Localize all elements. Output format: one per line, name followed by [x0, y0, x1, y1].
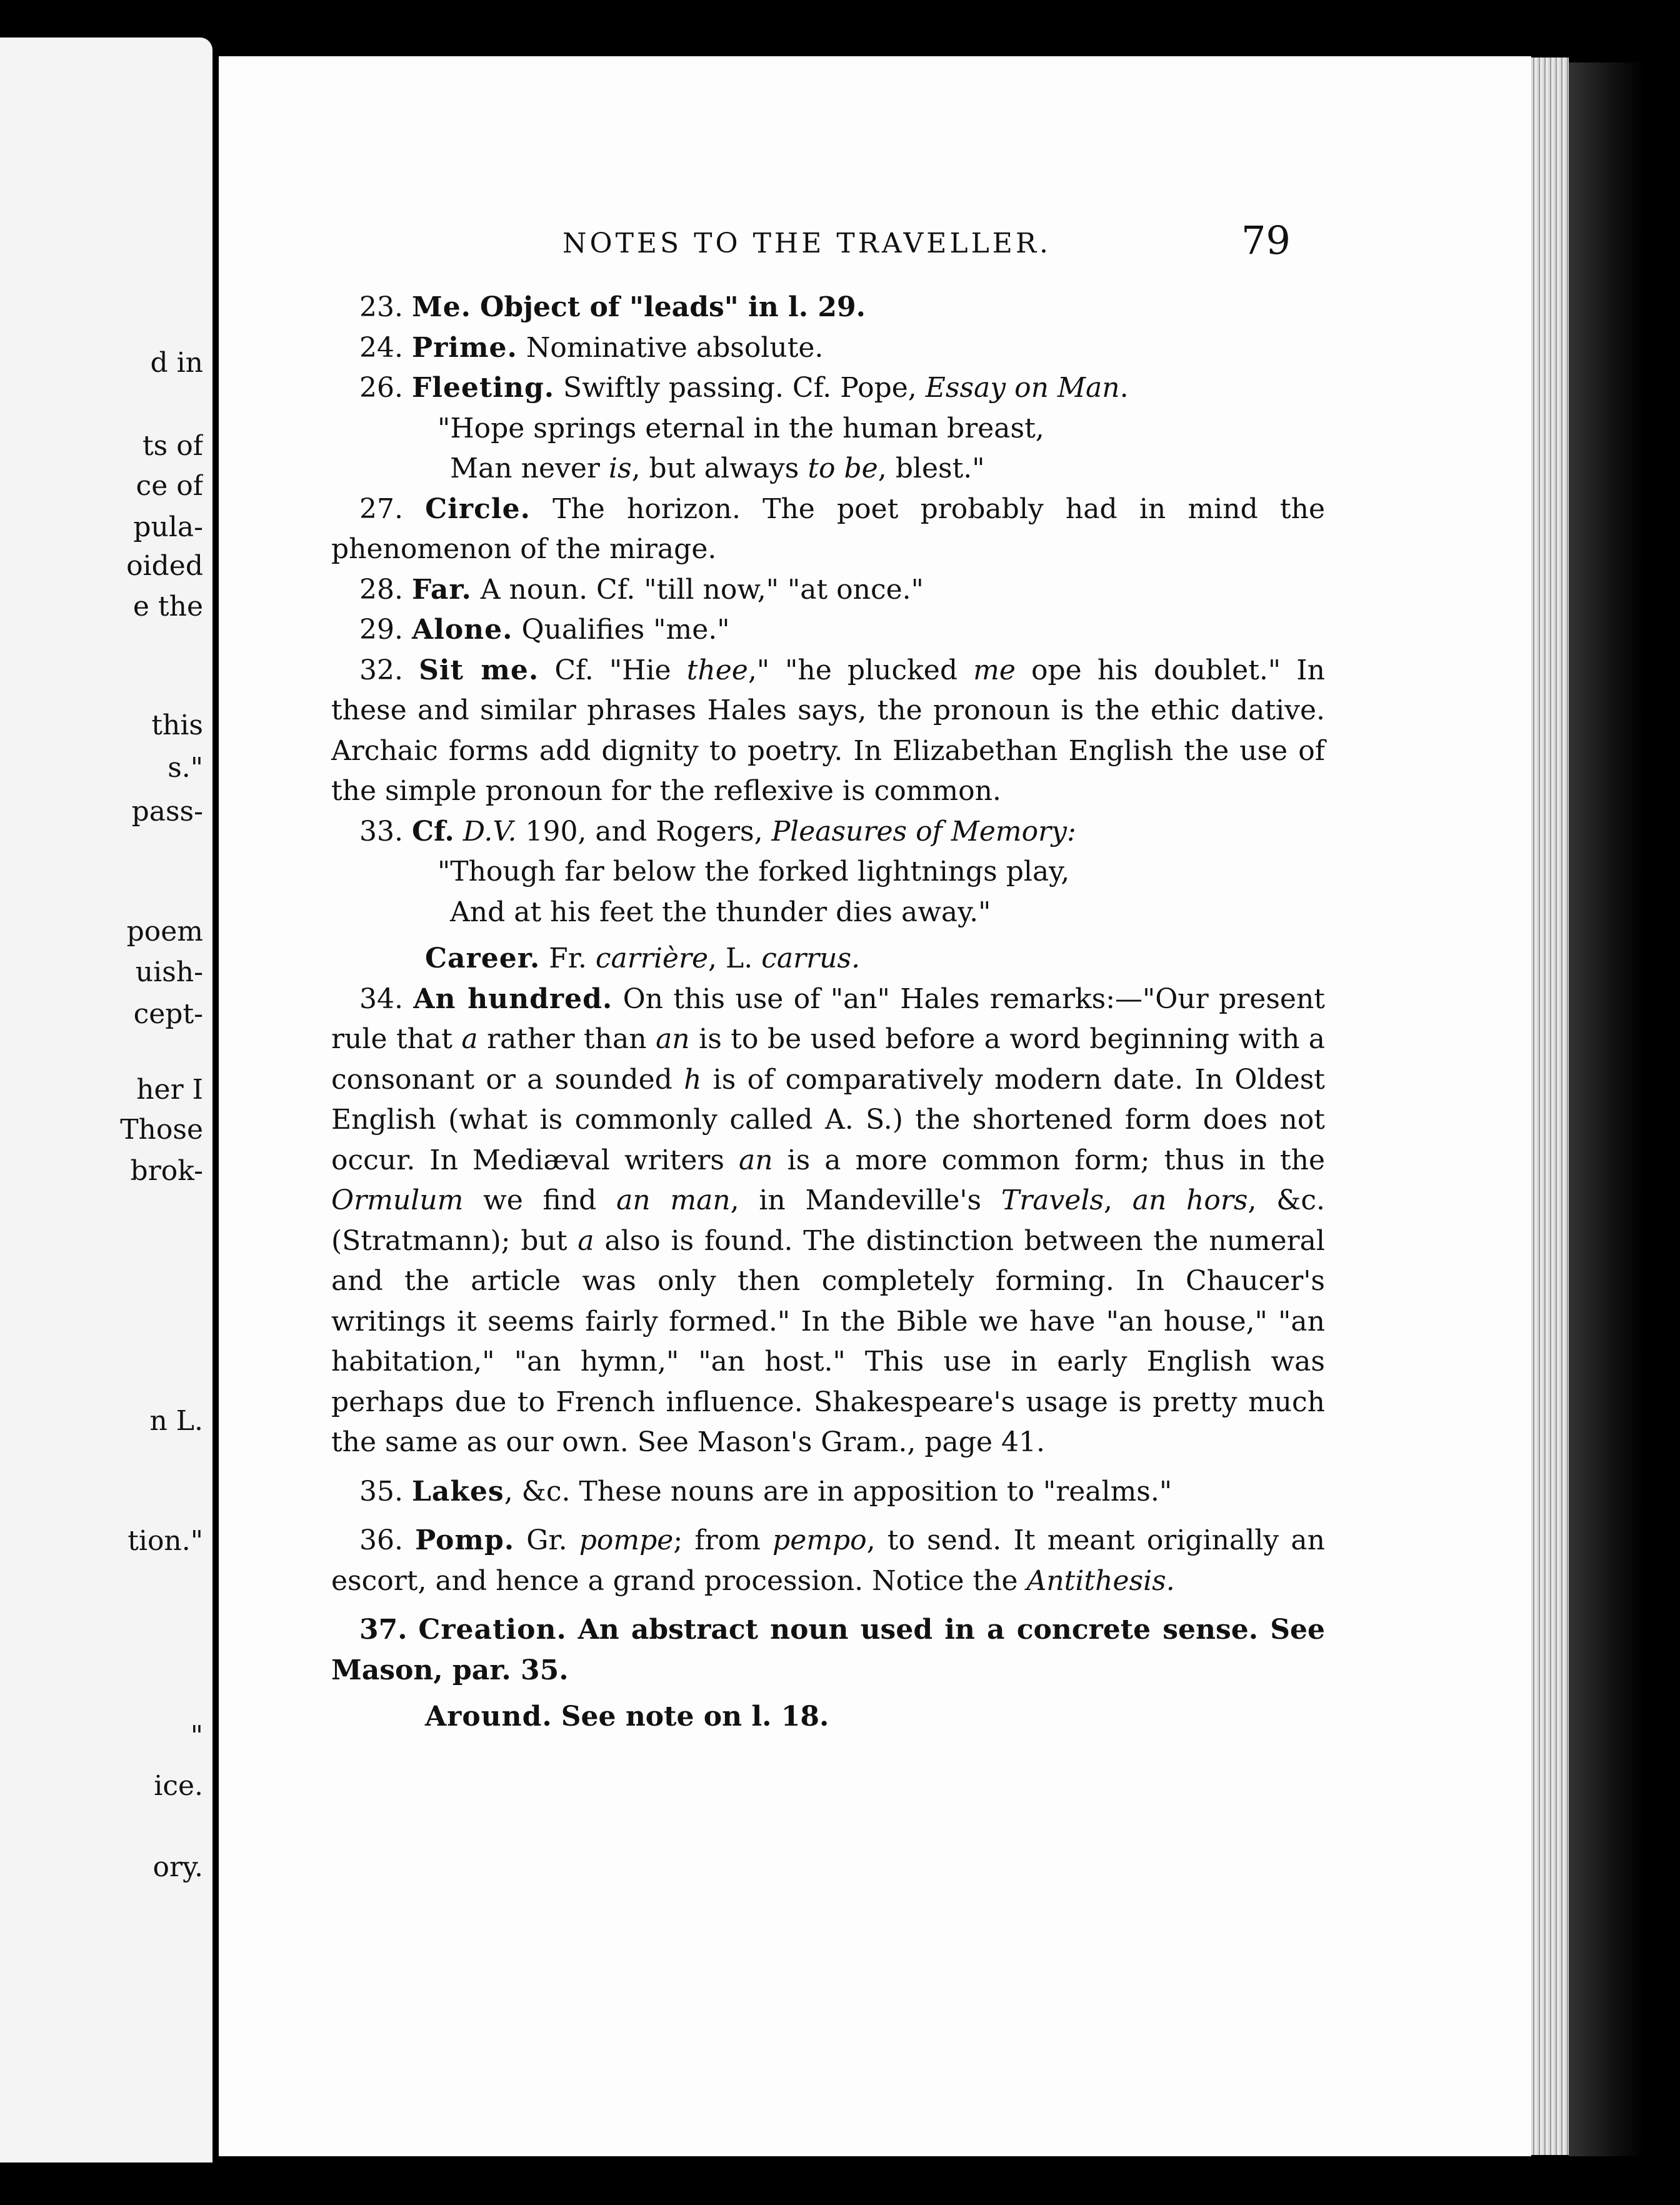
facing-page-fragment: uish- — [135, 956, 203, 988]
note-23: 23. Me. Object of "leads" in l. 29. — [359, 291, 866, 323]
note-26-quote-line-1: "Hope springs eternal in the human breast, — [438, 412, 1044, 444]
note-33-quote-line-2: And at his feet the thunder dies away." — [450, 896, 991, 928]
note-29: 29. Alone. Qualifies "me." — [359, 614, 730, 646]
facing-page-fragment: n L. — [149, 1405, 203, 1437]
page-edges — [1531, 58, 1569, 2155]
note-33-quote-line-1: "Though far below the forked lightnings play, — [438, 856, 1070, 888]
facing-page-fragment: s." — [168, 752, 203, 784]
facing-page-fragment: " — [190, 1720, 203, 1752]
note-26: 26. Fleeting. Swiftly passing. Cf. Pope, Essay on Man. — [359, 372, 1129, 404]
note-24: 24. Prime. Nominative absolute. — [359, 331, 824, 364]
facing-page-fragment: brok- — [130, 1155, 203, 1187]
notes-body — [331, 288, 1325, 1738]
note-35: 35. Lakes, &c. These nouns are in apposition to "realms." — [359, 1475, 1172, 1508]
page — [219, 56, 1531, 2156]
note-37-around: Around. See note on l. 18. — [425, 1701, 829, 1732]
note-37: 37. Creation. An abstract noun used in a concrete sense. See Mason, par. 35. — [331, 1614, 1325, 1686]
facing-page-fragment: cept- — [133, 998, 203, 1030]
page-number: 79 — [1241, 218, 1291, 263]
facing-page-fragment: ts of — [142, 430, 203, 462]
facing-page-fragment: ce of — [136, 470, 203, 502]
page-header — [219, 218, 1531, 274]
facing-page-fragment: tion." — [128, 1525, 203, 1557]
facing-page-fragment: this — [151, 709, 203, 741]
note-33-career: Career. Fr. carrière, L. carrus. — [425, 942, 861, 974]
facing-page-fragment: e the — [132, 591, 203, 622]
facing-page-fragment: pula- — [133, 511, 203, 543]
note-27: 27. Circle. The horizon. The poet probably had in mind the phenomenon of the mirage. — [331, 492, 1325, 565]
facing-page-fragment: ory. — [152, 1851, 203, 1883]
note-34: 34. An hundred. On this use of "an" Hales remarks:—"Our present rule that a rather than an is to be used before a word beginning with a consonant or a sounded h is of comparatively modern date. In Oldest English (what is commonly called A. S.) the shortened form does not occur. In Mediæval writers an is a more common form; thus in the Ormulum we find an man, in Mandeville's Travels, an hors, &c. (Stratmann); but a also is found. The distinction between the numeral and the article was only then completely forming. In Chaucer's writings it seems fairly formed." In the Bible we have "an house," "an habitation," "an hymn," "an host." This use in early English was perhaps due to French influence. Shakespeare's usage is pretty much the same as our own. See Mason's Gram., page 41. — [331, 982, 1325, 1458]
facing-page-fragment: Those — [120, 1114, 203, 1146]
note-28: 28. Far. A noun. Cf. "till now," "at once." — [359, 573, 924, 606]
note-32: 32. Sit me. Cf. "Hie thee," "he plucked me ope his doublet." In these and similar phrases Hales says, the pronoun is the ethic dative. Archaic forms add dignity to poetry. In Elizabethan English the use of the simple pronoun for the reflexive is common. — [331, 654, 1325, 807]
running-title: NOTES TO THE TRAVELLER. — [562, 228, 1052, 259]
note-26-quote-line-2: Man never is, but always to be, blest." — [450, 452, 985, 484]
facing-page-fragment: ice. — [154, 1770, 203, 1802]
facing-page-fragment: pass- — [131, 796, 203, 828]
book-spine — [1569, 62, 1644, 2156]
facing-page-fragment: d in — [150, 347, 203, 379]
note-36: 36. Pomp. Gr. pompe; from pempo, to send. It meant originally an escort, and hence a grand procession. Notice the Antithesis. — [331, 1524, 1325, 1597]
note-33: 33. Cf. D.V. 190, and Rogers, Pleasures of Memory: — [359, 815, 1076, 848]
facing-page-fragment: her I — [136, 1074, 203, 1106]
facing-page-fragment: oided — [126, 550, 203, 582]
facing-page-fragment: poem — [126, 916, 203, 948]
